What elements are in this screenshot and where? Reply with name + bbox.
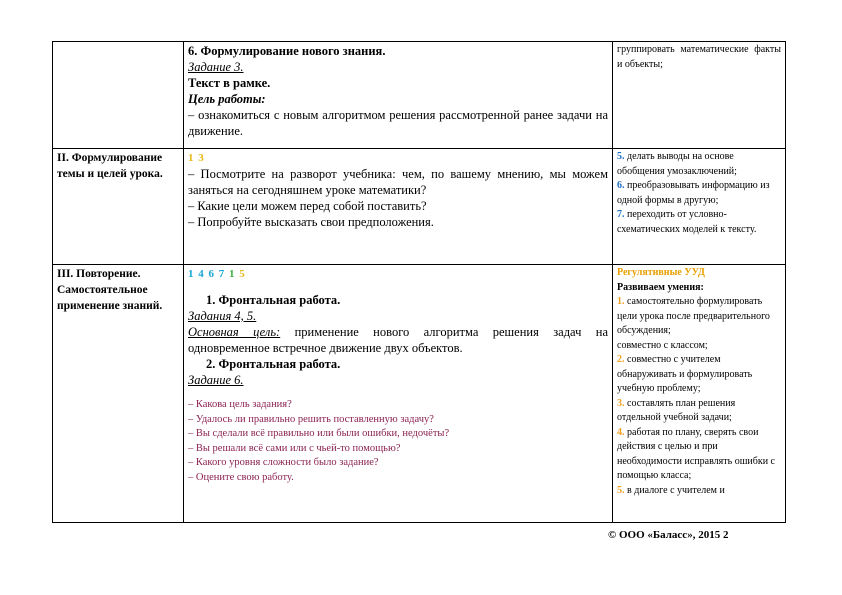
skill-item <box>617 208 781 237</box>
task-number: 3 <box>198 152 205 164</box>
skill-number: 4. <box>617 426 625 438</box>
content-cell <box>184 42 613 149</box>
task-label: Задания 4, 5. <box>188 309 257 323</box>
skill-text: переходить от условно-схематических моделей к тексту. <box>617 209 757 235</box>
reflection-question: – Вы решали всё сами или с чьей-то помощью? <box>188 442 401 454</box>
skills-cell <box>613 42 786 149</box>
work-heading: 2. Фронтальная работа. <box>206 357 341 371</box>
task-number: 6 <box>208 268 215 280</box>
skill-number: 5. <box>617 151 625 162</box>
task-numbers <box>188 150 608 166</box>
goal-text: – ознакомиться с новым алгоритмом решения рассмотренной ранее задачи на движение. <box>188 108 608 138</box>
content-cell <box>184 149 613 265</box>
main-goal-label: Основная цель: <box>188 325 281 339</box>
reflection-question: – Какова цель задания? <box>188 399 292 410</box>
skill-text: в диалоге с учителем и <box>627 484 725 496</box>
skill-number: 3. <box>617 397 625 409</box>
skill-number: 5. <box>617 484 625 496</box>
section-heading: 6. Формулирование нового знания. <box>188 44 386 58</box>
skill-item <box>617 150 781 179</box>
skill-text: делать выводы на основе обобщения умозаключений; <box>617 151 737 177</box>
task-numbers <box>188 266 608 282</box>
reflection-question: – Удалось ли правильно решить поставленную задачу? <box>188 413 434 425</box>
task-number: 1 <box>188 152 195 164</box>
skill-item <box>617 397 781 426</box>
skills-cell <box>613 149 786 265</box>
skill-text: преобразовывать информацию из одной формы в другую; <box>617 180 770 206</box>
dialog-line: – Попробуйте высказать свои предположения. <box>188 215 434 229</box>
task-number: 1 <box>229 268 236 280</box>
table-row <box>53 265 786 523</box>
skill-item <box>617 426 781 484</box>
uud-subheader: Развиваем умения: <box>617 281 704 293</box>
skill-number: 7. <box>617 209 625 220</box>
uud-header: Регулятивные УУД <box>617 267 705 278</box>
skill-text: составлять план решения отдельной учебной задачи; <box>617 397 736 423</box>
skill-text: работая по плану, сверять свои действия с целью и при необходимости исправлять ошибки с помощью класса; <box>617 426 775 481</box>
reflection-question: – Вы сделали всё правильно или были ошибки, недочёты? <box>188 428 450 439</box>
main-goal <box>188 324 608 356</box>
task-number: 4 <box>198 268 205 280</box>
table-row <box>53 149 786 265</box>
skill-item <box>617 339 781 354</box>
skill-item <box>617 179 781 208</box>
skill-text: самостоятельно формулировать цели урока после предварительного обсуждения; <box>617 296 770 336</box>
copyright-footer: © ООО «Баласс», 2015 2 <box>608 529 729 541</box>
task-label: Задание 3. <box>188 60 244 74</box>
skill-text: совместно с классом; <box>617 339 708 351</box>
stage-cell <box>53 42 184 149</box>
content-cell <box>184 265 613 523</box>
task-number: 1 <box>188 268 195 280</box>
task-label: Задание 6. <box>188 373 244 387</box>
goal-label: Цель работы: <box>188 92 266 106</box>
skill-number: 2. <box>617 354 625 365</box>
dialog-line: – Какие цели можем перед собой поставить? <box>188 199 427 213</box>
skills-cell <box>613 265 786 523</box>
task-number: 7 <box>218 268 226 280</box>
skill-text: группировать математические факты и объекты; <box>617 44 781 70</box>
reflection-question: – Оцените свою работу. <box>188 471 294 483</box>
table-row <box>53 42 786 149</box>
skill-number: 6. <box>617 180 625 191</box>
lesson-table <box>52 41 786 523</box>
skill-item <box>617 295 781 339</box>
skill-item <box>617 484 781 499</box>
main-goal-text: применение нового алгоритма решения задач на одновременное встречное движение двух объектов. <box>188 325 608 355</box>
subheading: Текст в рамке. <box>188 76 271 90</box>
dialog-line: – Посмотрите на разворот учебника: чем, по вашему мнению, мы можем заняться на сегодняшнем уроке математики? <box>188 167 608 197</box>
task-number: 5 <box>239 268 246 280</box>
work-heading: 1. Фронтальная работа. <box>206 293 341 307</box>
skill-number: 1. <box>617 296 625 307</box>
skill-item <box>617 353 781 397</box>
reflection-question: – Какого уровня сложности было задание? <box>188 457 379 468</box>
stage-cell: III. Повторение. Самостоятельное применение знаний. <box>53 265 184 523</box>
stage-cell: II. Формулирование темы и целей урока. <box>53 149 184 265</box>
skill-text: совместно с учителем обнаруживать и формулировать учебную проблему; <box>617 354 753 394</box>
